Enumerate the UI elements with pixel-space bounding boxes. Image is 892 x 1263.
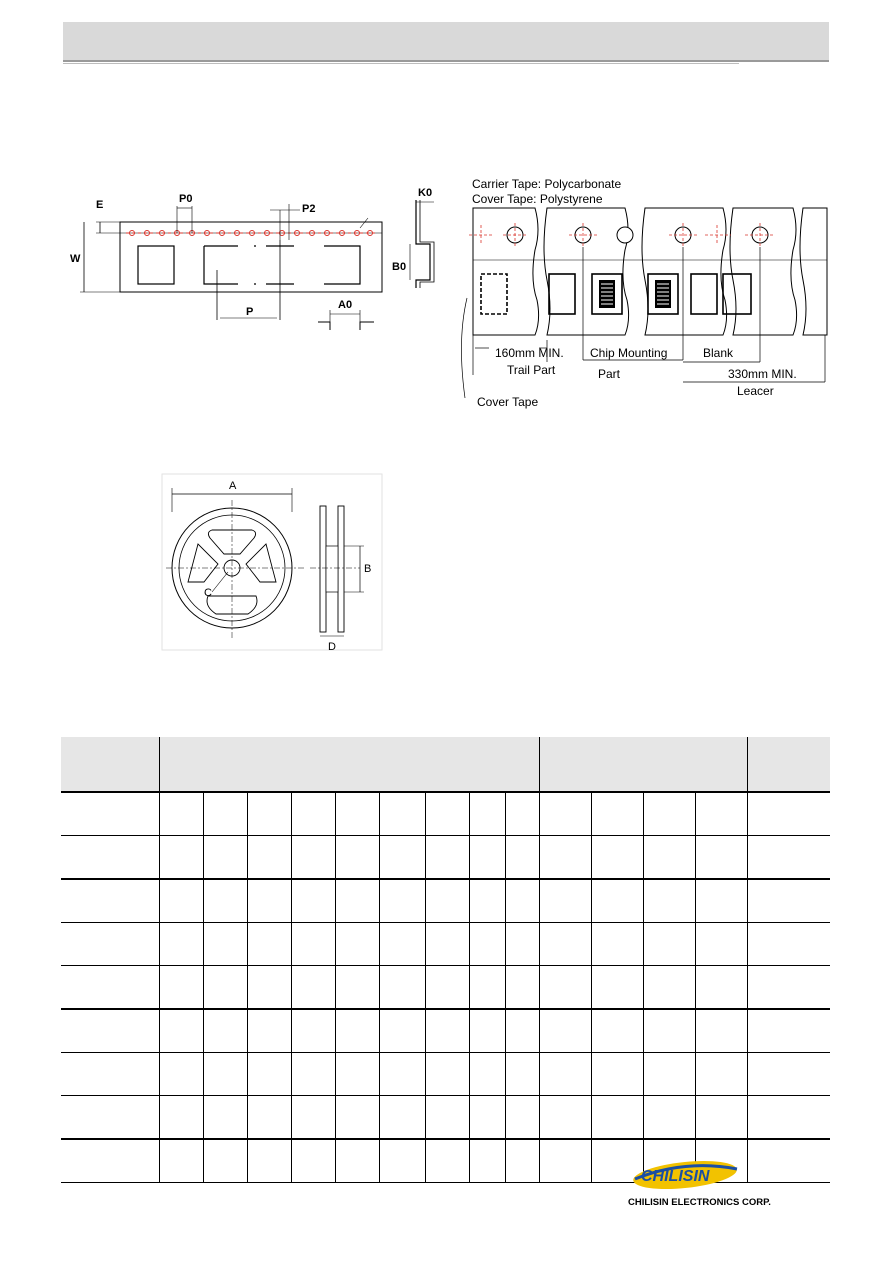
- leader-text-1: 330mm MIN.: [728, 367, 797, 381]
- table-row: [61, 1009, 830, 1053]
- trail-text-2: Trail Part: [507, 363, 556, 377]
- trail-text-1: 160mm MIN.: [495, 346, 564, 360]
- table-row: [61, 923, 830, 966]
- reel-label-d: D: [328, 641, 336, 653]
- tape-layout-diagram: [455, 170, 835, 415]
- table-row: [61, 1053, 830, 1096]
- carrier-tape-text: Carrier Tape: Polycarbonate: [472, 177, 622, 191]
- label-p0: P0: [179, 193, 193, 205]
- label-a0: A0: [338, 299, 353, 311]
- header-cell-2: [159, 737, 539, 792]
- company-name: CHILISIN ELECTRONICS CORP.: [628, 1197, 771, 1208]
- logo-word: CHILISIN: [641, 1168, 710, 1185]
- label-p: P: [246, 306, 254, 318]
- label-e: E: [96, 199, 104, 211]
- cover-tape-label: Cover Tape: [477, 395, 539, 409]
- table-row: [61, 1096, 830, 1140]
- header-cell-3: [539, 737, 747, 792]
- label-k0: K0: [418, 187, 433, 199]
- header-bar: [63, 22, 829, 62]
- reel-label-a: A: [229, 480, 237, 492]
- header-rule: [63, 63, 739, 64]
- table-row: [61, 792, 830, 836]
- label-b0: B0: [392, 261, 407, 273]
- chip-mounting-text-1: Chip Mounting: [590, 346, 668, 360]
- tape-dimension-diagram: [60, 180, 450, 330]
- blank-text: Blank: [703, 346, 734, 360]
- table-row: [61, 836, 830, 880]
- header-cell-4: [747, 737, 830, 792]
- table-row: [61, 966, 830, 1010]
- spec-table: [61, 737, 830, 1183]
- cover-tape-material-text: Cover Tape: Polystyrene: [472, 192, 603, 206]
- reel-diagram: [160, 472, 385, 654]
- company-logo: [625, 1155, 825, 1210]
- label-w: W: [70, 253, 81, 265]
- reel-label-b: B: [364, 563, 372, 575]
- label-p2: P2: [302, 203, 316, 215]
- reel-label-c: C: [204, 587, 212, 599]
- header-cell-1: [61, 737, 159, 792]
- chip-mounting-text-2: Part: [598, 367, 621, 381]
- table-row: [61, 879, 830, 923]
- leader-text-2: Leacer: [737, 384, 774, 398]
